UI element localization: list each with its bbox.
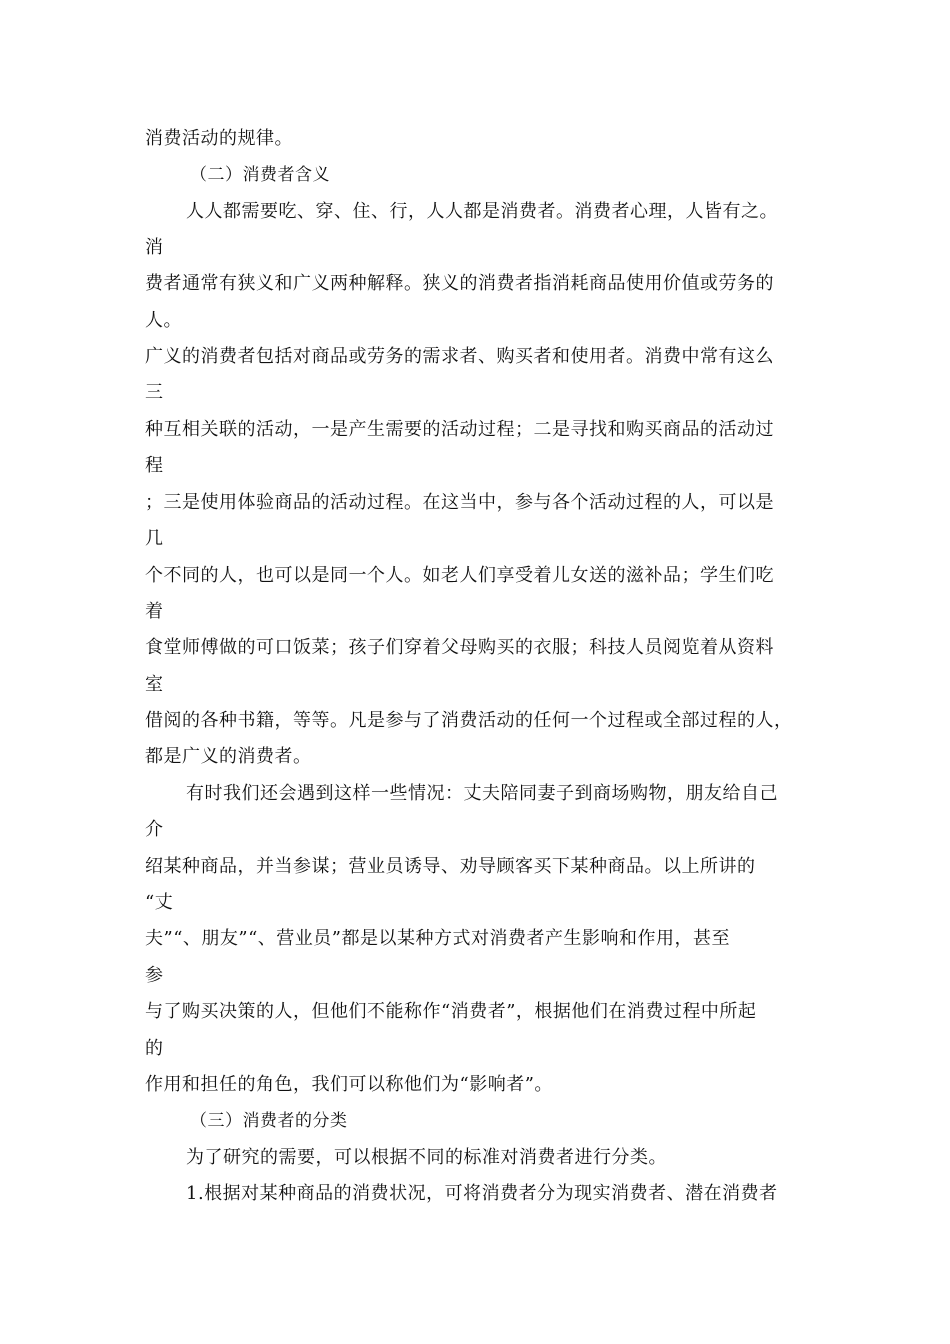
text-line: “丈 — [145, 892, 174, 913]
text-line: 1.根据对某种商品的消费状况，可将消费者分为现实消费者、潜在消费者 — [186, 1183, 778, 1204]
text-line: 广义的消费者包括对商品或劳务的需求者、购买者和使用者。消费中常有这么 — [145, 346, 774, 367]
text-line: 几 — [145, 528, 164, 549]
text-line: 有时我们还会遇到这样一些情况：丈夫陪同妻子到商场购物，朋友给自己 — [186, 783, 778, 804]
text-line: 夫”“、朋友”“、营业员”都是以某种方式对消费者产生影响和作用，甚至 — [145, 928, 731, 949]
text-line: 费者通常有狭义和广义两种解释。狭义的消费者指消耗商品使用价值或劳务的 — [145, 273, 774, 294]
text-line: 人。 — [145, 310, 182, 331]
text-line: 消 — [145, 237, 164, 258]
text-line: 都是广义的消费者。 — [145, 746, 312, 767]
section-heading: （二）消费者含义 — [190, 165, 330, 185]
text-line: 为了研究的需要，可以根据不同的标准对消费者进行分类。 — [186, 1147, 667, 1168]
text-line: 室 — [145, 674, 164, 695]
text-line: 三 — [145, 382, 164, 403]
text-line: 种互相关联的活动，一是产生需要的活动过程；二是寻找和购买商品的活动过 — [145, 419, 774, 440]
text-line: 介 — [145, 819, 164, 840]
text-line: ；三是使用体验商品的活动过程。在这当中，参与各个活动过程的人，可以是 — [145, 492, 774, 513]
text-line: 与了购买决策的人，但他们不能称作“消费者”，根据他们在消费过程中所起 — [145, 1001, 757, 1022]
text-line: 着 — [145, 601, 164, 622]
text-line: 食堂师傅做的可口饭菜；孩子们穿着父母购买的衣服；科技人员阅览着从资料 — [145, 637, 774, 658]
text-line: 消费活动的规律。 — [145, 128, 293, 149]
text-line: 作用和担任的角色，我们可以称他们为“影响者”。 — [145, 1074, 553, 1095]
text-line: 个不同的人，也可以是同一个人。如老人们享受着儿女送的滋补品；学生们吃 — [145, 565, 774, 586]
text-line: 程 — [145, 455, 164, 476]
text-line: 绍某种商品，并当参谋；营业员诱导、劝导顾客买下某种商品。以上所讲的 — [145, 856, 756, 877]
section-heading: （三）消费者的分类 — [190, 1111, 348, 1131]
text-line: 的 — [145, 1038, 164, 1059]
text-line: 参 — [145, 965, 164, 986]
text-line: 人人都需要吃、穿、住、行，人人都是消费者。消费者心理，人皆有之。 — [186, 201, 778, 222]
text-line: 借阅的各种书籍，等等。凡是参与了消费活动的任何一个过程或全部过程的人， — [145, 710, 793, 731]
